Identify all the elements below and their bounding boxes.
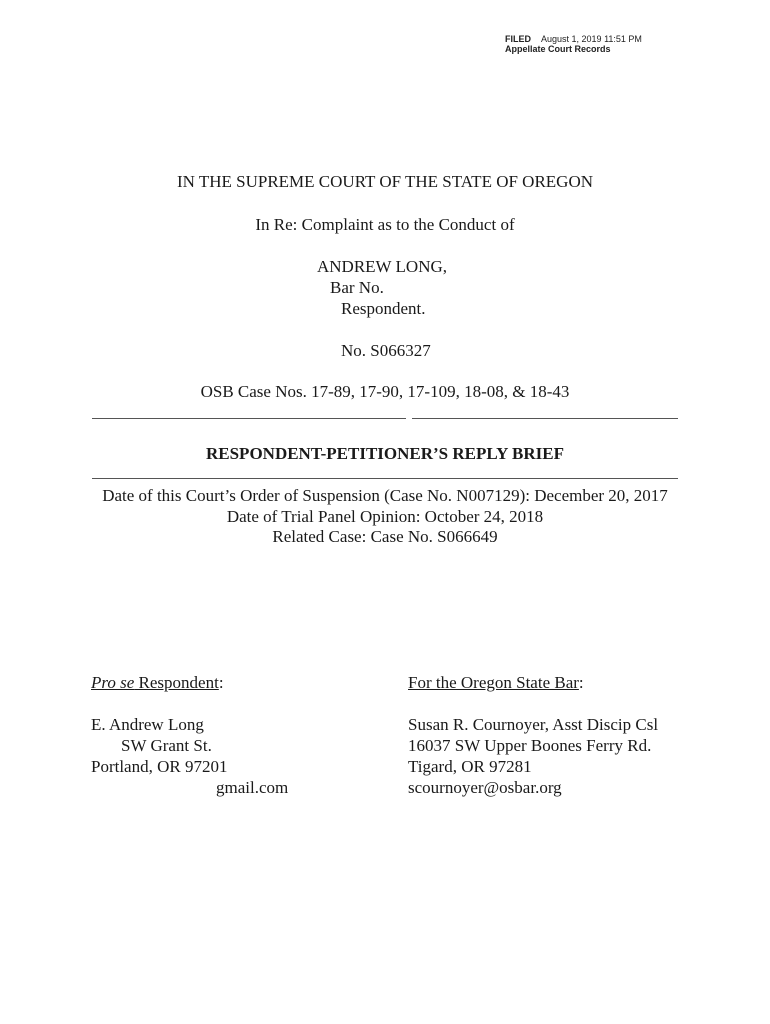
bar-colon: :: [578, 673, 584, 692]
bar-email: scournoyer@osbar.org: [408, 778, 562, 797]
respondent-name: E. Andrew Long: [91, 715, 204, 734]
in-re-line: In Re: Complaint as to the Conduct of: [255, 215, 515, 234]
bar-city: Tigard, OR 97281: [408, 757, 532, 776]
respondent-colon: :: [218, 673, 224, 692]
case-number: No. S066327: [341, 341, 431, 360]
bar-counsel-name: Susan R. Cournoyer, Asst Discip Csl: [408, 715, 659, 734]
filed-label: FILED: [505, 34, 531, 44]
bar-street: 16037 SW Upper Boones Ferry Rd.: [408, 736, 652, 755]
divider-left: [92, 418, 406, 419]
osb-case-numbers: OSB Case Nos. 17-89, 17-90, 17-109, 18-08, & 18-43: [200, 382, 570, 401]
trial-panel-date: Date of Trial Panel Opinion: October 24, 2018: [226, 507, 544, 526]
pro-se-label: Pro se: [91, 673, 135, 692]
suspension-order-date: Date of this Court’s Order of Suspension (Case No. N007129): December 20, 2017: [102, 486, 668, 505]
respondent-heading: [91, 673, 224, 693]
court-heading: IN THE SUPREME COURT OF THE STATE OF OREGON: [176, 172, 594, 191]
filed-datetime: August 1, 2019 11:51 PM: [541, 34, 642, 44]
divider-title: [92, 478, 678, 479]
divider-right: [412, 418, 678, 419]
respondent-street: SW Grant St.: [121, 736, 212, 755]
appellate-records-label: Appellate Court Records: [505, 44, 611, 54]
bar-heading-label: For the Oregon State Bar: [408, 673, 579, 692]
bar-number-label: Bar No.: [330, 278, 384, 297]
respondent-email: gmail.com: [216, 778, 289, 797]
filing-stamp: [505, 34, 642, 54]
respondent-label: Respondent: [134, 673, 219, 692]
bar-heading: [408, 673, 584, 693]
related-case: Related Case: Case No. S066649: [272, 527, 498, 546]
party-name: ANDREW LONG,: [317, 257, 448, 276]
respondent-city: Portland, OR 97201: [91, 757, 228, 776]
respondent-role: Respondent.: [341, 299, 426, 318]
brief-title: RESPONDENT-PETITIONER’S REPLY BRIEF: [205, 444, 565, 463]
